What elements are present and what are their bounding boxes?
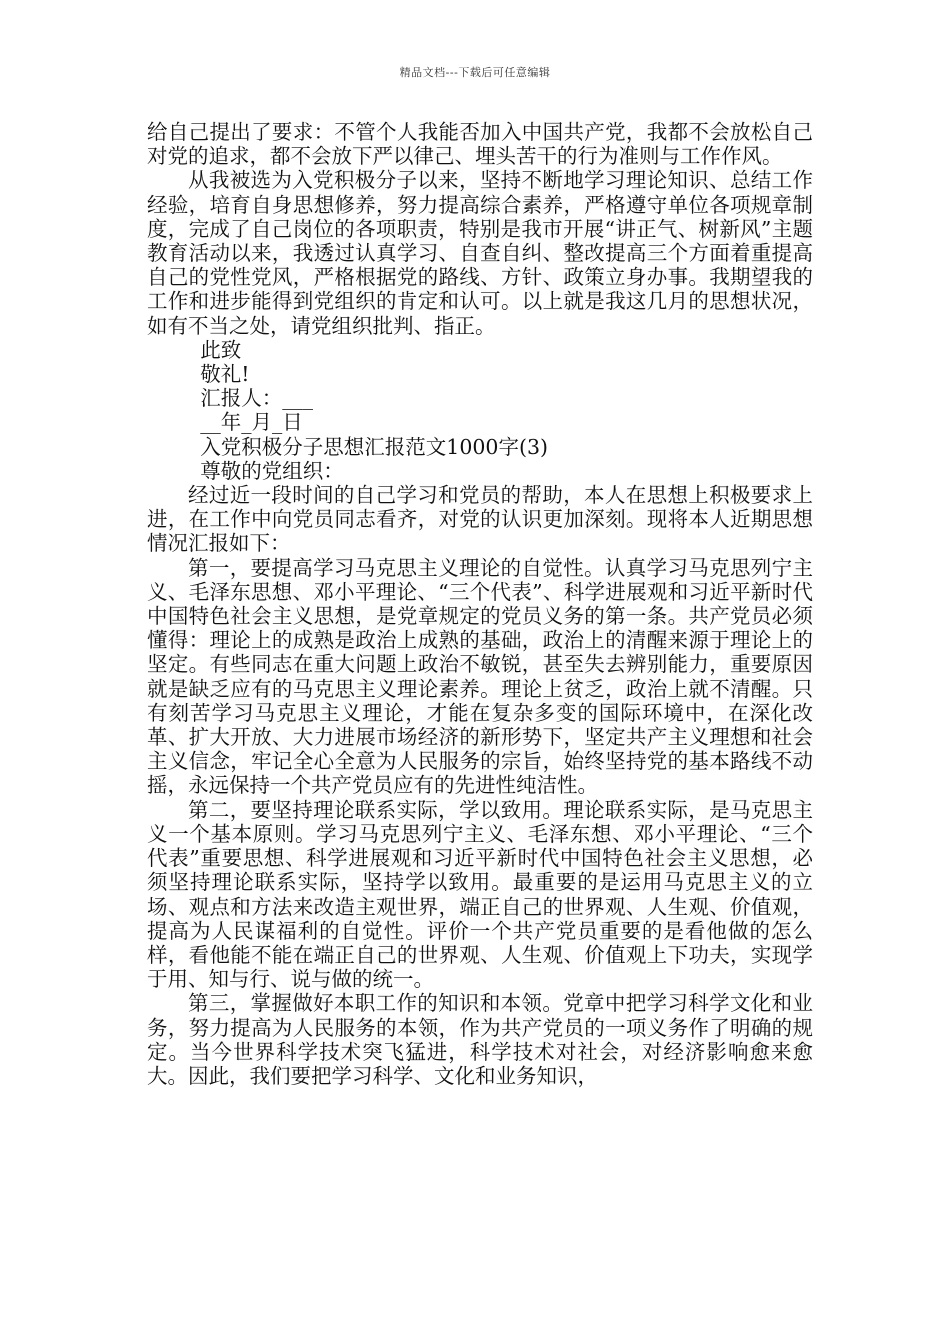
- salutation: 尊敬的党组织：: [200, 458, 344, 483]
- closing-line-2: 敬礼!: [200, 362, 250, 387]
- paragraph-3: 经过近一段时间的自己学习和党员的帮助，本人在思想上积极要求上进，在工作中向党员同志看齐，对党的认识更加深刻。现将本人近期思想情况汇报如下：: [147, 483, 813, 556]
- document-body: [147, 120, 813, 1088]
- page-header-note: 精品文档---下载后可任意编辑: [399, 66, 551, 79]
- date-line: __年_月_日: [200, 410, 303, 435]
- section-title: 入党积极分子思想汇报范文1000字(3): [200, 434, 549, 459]
- reporter-line: 汇报人：___: [200, 386, 314, 411]
- closing-line-1: 此致: [200, 337, 242, 362]
- paragraph-5: 第二，要坚持理论联系实际，学以致用。理论联系实际，是马克思主义一个基本原则。学习马克思列宁主义、毛泽东想、邓小平理论、“三个代表”重要思想、科学进展观和习近平新时代中国特色社会主义思想，必须坚持理论联系实际，坚持学以致用。最重要的是运用马克思主义的立场、观点和方法来改造主观世界，端正自己的世界观、人生观、价值观，提高为人民谋福利的自觉性。评价一个共产党员重要的是看他做的怎么样，看他能不能在端正自己的世界观、人生观、价值观上下功夫，实现学于用、知与行、说与做的统一。: [147, 797, 813, 992]
- paragraph-1: 给自己提出了要求：不管个人我能否加入中国共产党，我都不会放松自己对党的追求，都不会放下严以律己、埋头苦干的行为准则与工作作风。: [147, 120, 813, 169]
- paragraph-6: 第三，掌握做好本职工作的知识和本领。党章中把学习科学文化和业务，努力提高为人民服务的本领，作为共产党员的一项义务作了明确的规定。当今世界科学技术突飞猛进，科学技术对社会，对经济影响愈来愈大。因此，我们要把学习科学、文化和业务知识，: [147, 991, 813, 1088]
- paragraph-4: 第一，要提高学习马克思主义理论的自觉性。认真学习马克思列宁主义、毛泽东思想、邓小平理论、“三个代表”、科学进展观和习近平新时代中国特色社会主义思想，是党章规定的党员义务的第一条。共产党员必须懂得：理论上的成熟是政治上成熟的基础，政治上的清醒来源于理论上的坚定。有些同志在重大问题上政治不敏锐，甚至失去辨别能力，重要原因就是缺乏应有的马克思主义理论素养。理论上贫乏，政治上就不清醒。只有刻苦学习马克思主义理论，才能在复杂多变的国际环境中，在深化改革、扩大开放、大力进展市场经济的新形势下，坚定共产主义理想和社会主义信念，牢记全心全意为人民服务的宗旨，始终坚持党的基本路线不动摇，永远保持一个共产党员应有的先进性纯洁性。: [147, 555, 813, 798]
- paragraph-2: 从我被选为入党积极分子以来，坚持不断地学习理论知识、总结工作经验，培育自身思想修养，努力提高综合素养，严格遵守单位各项规章制度，完成了自己岗位的各项职责，特别是我市开展“讲正气、树新风”主题教育活动以来，我透过认真学习、自查自纠、整改提高三个方面着重提高自己的党性党风，严格根据党的路线、方针、政策立身办事。我期望我的工作和进步能得到党组织的肯定和认可。以上就是我这几月的思想状况，如有不当之处，请党组织批判、指正。: [147, 168, 813, 338]
